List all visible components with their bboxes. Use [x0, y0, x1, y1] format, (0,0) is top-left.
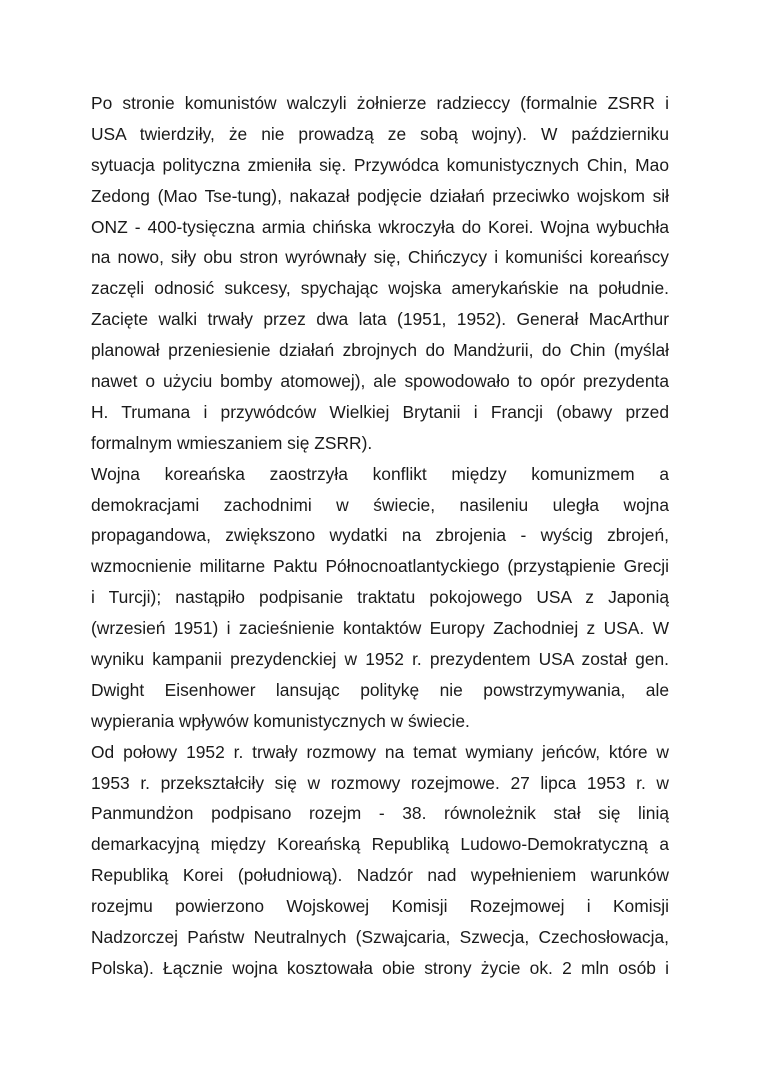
text-line: Zacięte walki trwały przez dwa lata (1951, 1952). Generał MacArthur — [91, 309, 669, 330]
text-line: Od połowy 1952 r. trwały rozmowy na temat wymiany jeńców, które w — [91, 741, 669, 762]
text-line: H. Trumana i przywódców Wielkiej Brytanii i Francji (obawy przed — [91, 401, 669, 422]
text-line: ONZ - 400-tysięczna armia chińska wkroczyła do Korei. Wojna wybuchła — [91, 216, 669, 237]
text-line: formalnym wmieszaniem się ZSRR). — [91, 432, 373, 453]
paragraph-2 — [91, 459, 669, 737]
paragraph-3 — [91, 737, 669, 984]
text-line: USA twierdziły, że nie prowadzą ze sobą wojny). W październiku — [91, 123, 669, 144]
document-body — [91, 88, 669, 984]
text-line: Polska). Łącznie wojna kosztowała obie strony życie ok. 2 mln osób i — [91, 957, 669, 978]
text-line: Republiką Korei (południową). Nadzór nad wypełnieniem warunków — [91, 865, 669, 886]
text-line: wzmocnienie militarne Paktu Północnoatlantyckiego (przystąpienie Grecji — [91, 556, 669, 577]
text-line: na nowo, siły obu stron wyrównały się, Chińczycy i komuniści koreańscy — [91, 247, 669, 268]
text-line: rozejmu powierzono Wojskowej Komisji Rozejmowej i Komisji — [91, 896, 669, 917]
text-line: Po stronie komunistów walczyli żołnierze radzieccy (formalnie ZSRR i — [91, 93, 669, 113]
text-line: Nadzorczej Państw Neutralnych (Szwajcaria, Szwecja, Czechosłowacja, — [91, 927, 669, 948]
text-line: Zedong (Mao Tse-tung), nakazał podjęcie działań przeciwko wojskom sił — [91, 185, 669, 206]
text-line: zaczęli odnosić sukcesy, spychając wojska amerykańskie na południe. — [91, 278, 669, 299]
text-line: wyniku kampanii prezydenckiej w 1952 r. prezydentem USA został gen. — [91, 649, 669, 670]
text-line: Wojna koreańska zaostrzyła konflikt między komunizmem a — [91, 463, 669, 484]
text-line: demarkacyjną między Koreańską Republiką Ludowo-Demokratyczną a — [91, 834, 669, 855]
text-line: Dwight Eisenhower lansując politykę nie powstrzymywania, ale — [91, 679, 669, 700]
text-line: i Turcji); nastąpiło podpisanie traktatu pokojowego USA z Japonią — [91, 587, 669, 608]
text-line: Panmundżon podpisano rozejm - 38. równoleżnik stał się linią — [91, 803, 669, 824]
text-line: nawet o użyciu bomby atomowej), ale spowodowało to opór prezydenta — [91, 371, 669, 392]
text-line: sytuacja polityczna zmieniła się. Przywódca komunistycznych Chin, Mao — [91, 154, 669, 175]
text-line: demokracjami zachodnimi w świecie, nasileniu uległa wojna — [91, 494, 669, 515]
text-line: (wrzesień 1951) i zacieśnienie kontaktów Europy Zachodniej z USA. W — [91, 618, 669, 639]
text-line: planował przeniesienie działań zbrojnych do Mandżurii, do Chin (myślał — [91, 340, 669, 361]
text-line: propagandowa, zwiększono wydatki na zbrojenia - wyścig zbrojeń, — [91, 525, 669, 546]
text-line: 1953 r. przekształciły się w rozmowy rozejmowe. 27 lipca 1953 r. w — [91, 772, 669, 793]
text-line: wypierania wpływów komunistycznych w świecie. — [91, 710, 470, 731]
paragraph-1 — [91, 88, 669, 459]
